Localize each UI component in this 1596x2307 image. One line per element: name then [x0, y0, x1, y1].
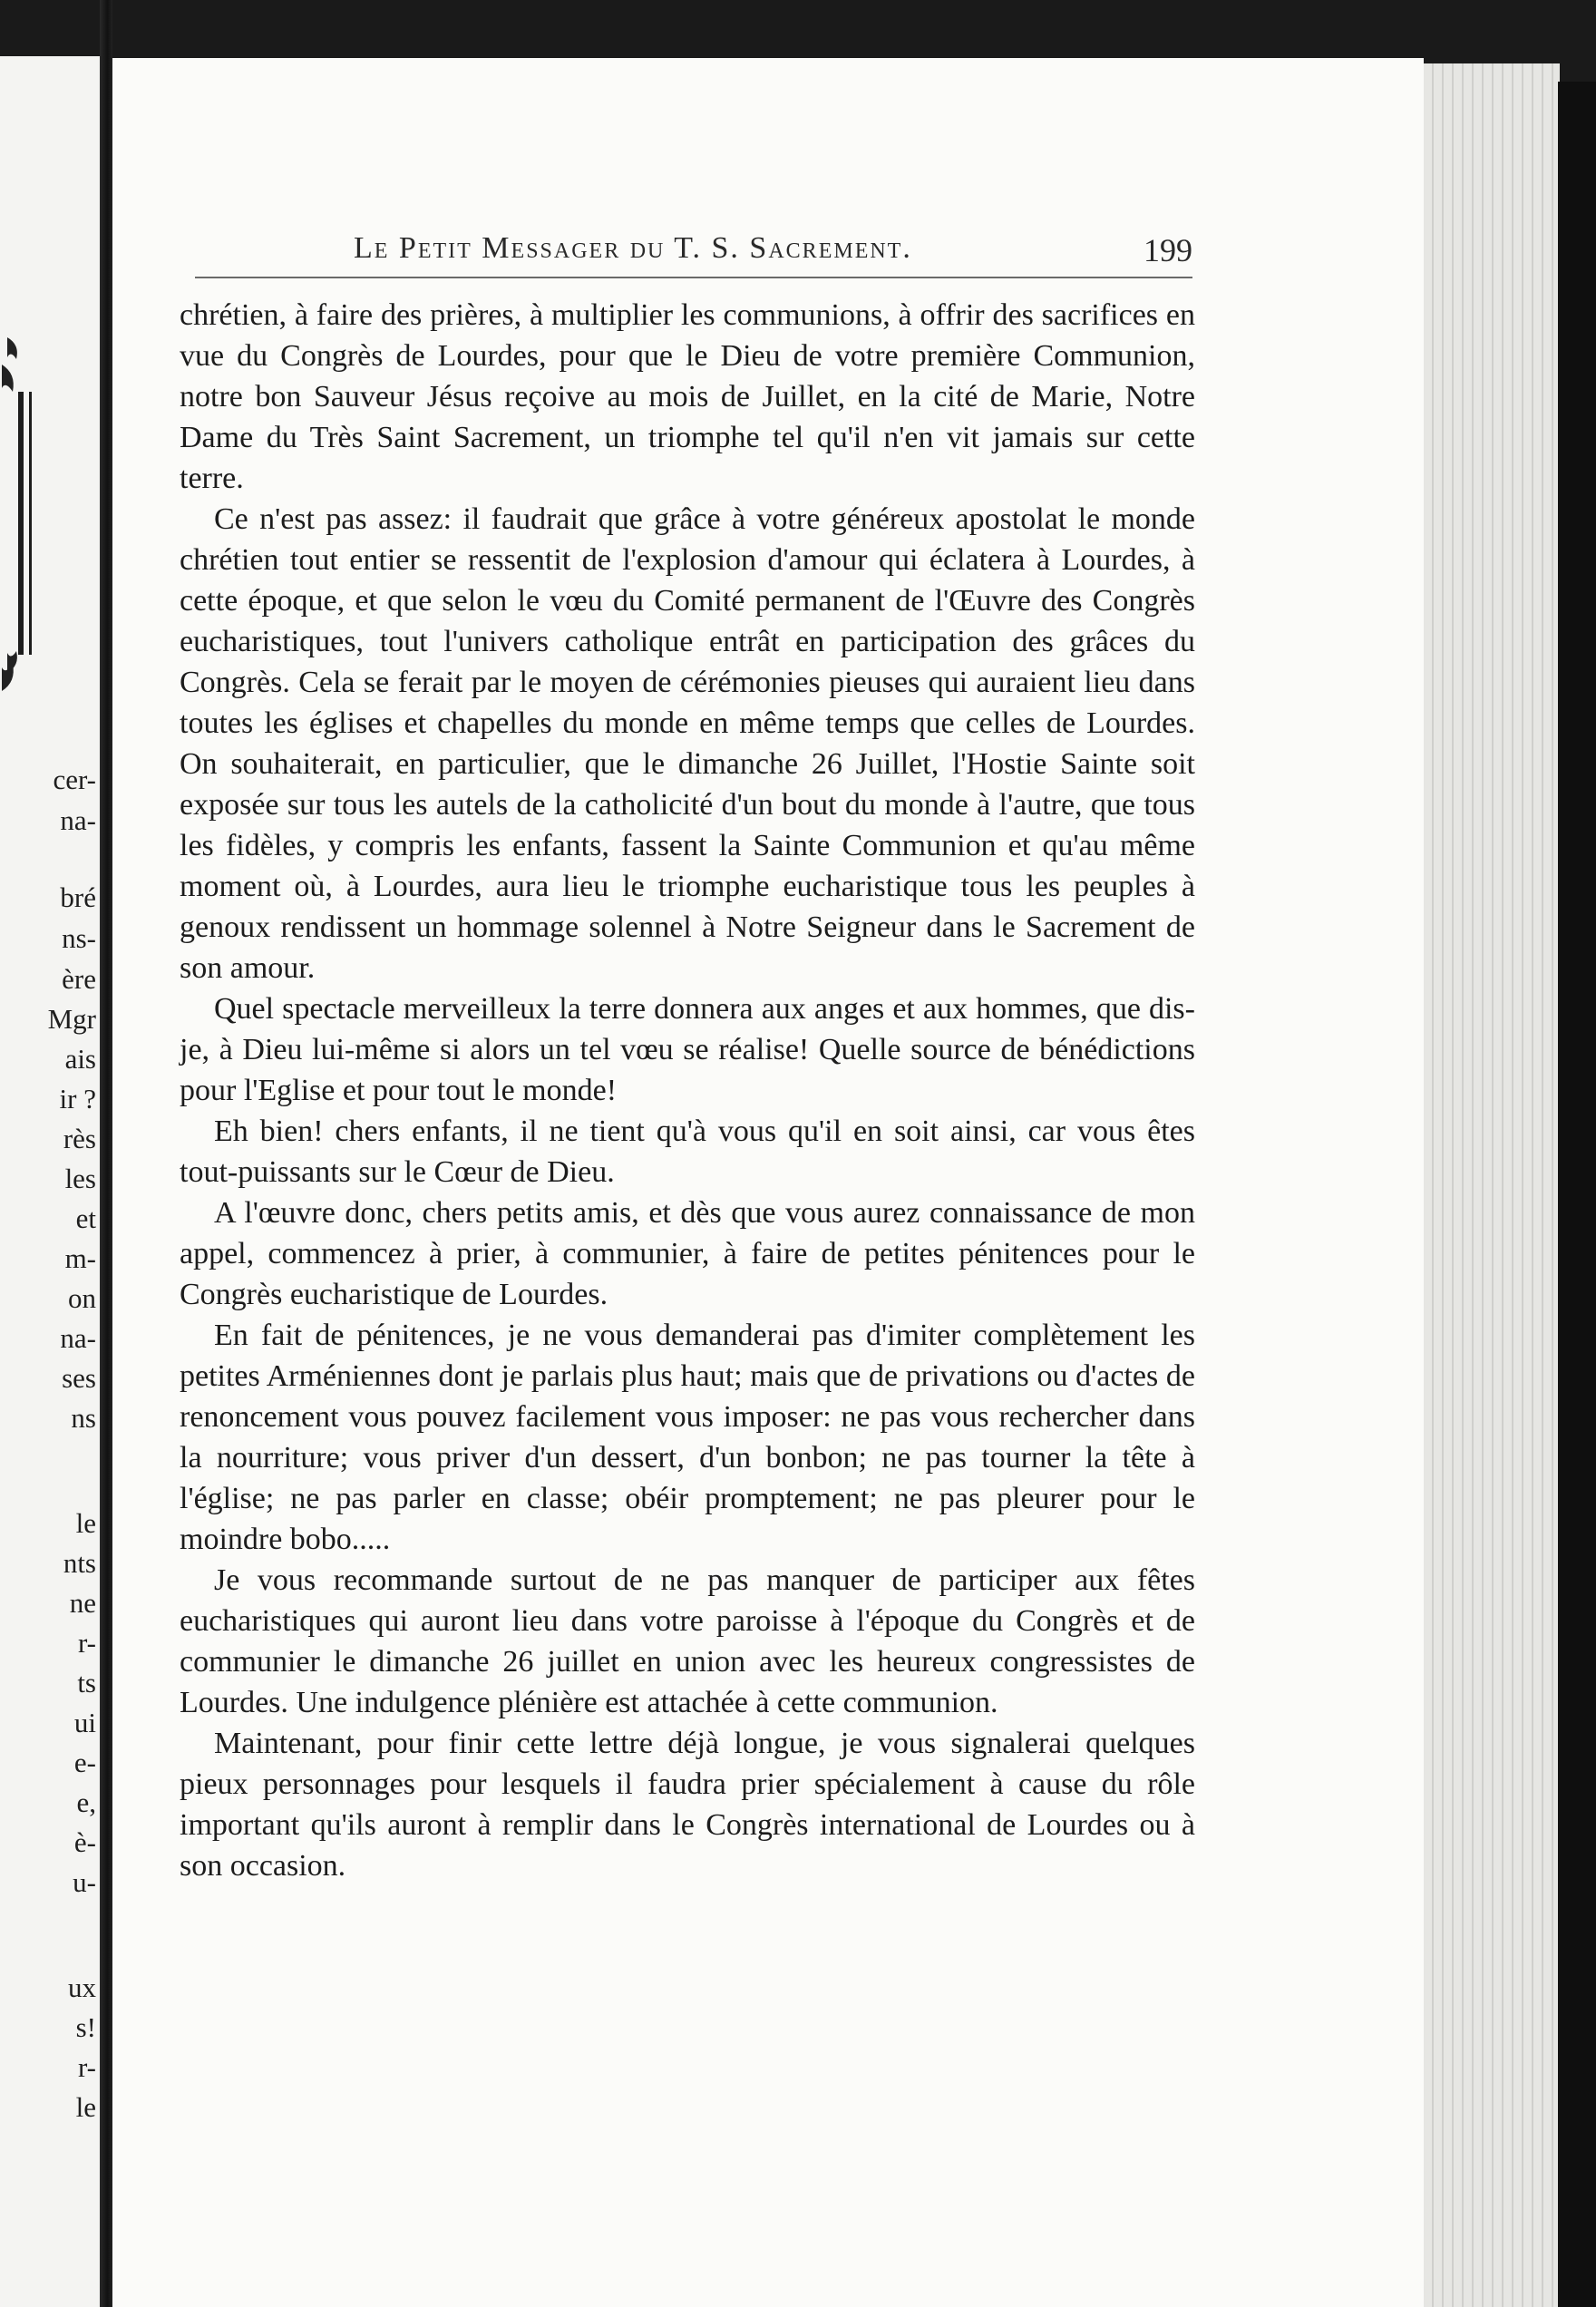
facing-page-fragment: ais — [64, 1043, 96, 1075]
page-edges — [1424, 63, 1560, 2307]
paragraph: Maintenant, pour finir cette lettre déjà longue, je vous signalerai quelques pieux personnages pour lesquels il faudra prier spécialement à cause du rôle important qu'ils auront à remplir dans le Congrès international de Lourdes ou à son occasion. — [180, 1727, 1195, 1883]
facing-page-fragment: u- — [73, 1866, 96, 1898]
paragraph: Eh bien! chers enfants, il ne tient qu'à vous qu'il en soit ainsi, car vous êtes tout-puissants sur le Cœur de Dieu. — [180, 1115, 1195, 1189]
paragraph: chrétien, à faire des prières, à multiplier les communions, à offrir des sacrifices en vue du Congrès de Lourdes, pour que le Dieu de votre première Communion, notre bon Sauveur Jésus reçoive au mois de Juillet, en la cité de Marie, Notre Dame du Très Saint Sacrement, un triomphe tel qu'il n'en vit jamais sur cette terre. — [180, 298, 1195, 495]
facing-page-fragment: ns- — [62, 922, 96, 954]
facing-page-fragment: on — [68, 1282, 96, 1314]
running-head — [195, 231, 1192, 282]
facing-page-fragment: ir ? — [59, 1083, 96, 1115]
facing-page-left — [0, 56, 107, 2307]
facing-page-fragment: cer- — [53, 764, 96, 795]
book-gutter — [100, 0, 112, 2307]
journal-title: Le Petit Messager du T. S. Sacrement. — [354, 231, 912, 265]
paragraph: Je vous recommande surtout de ne pas manquer de participer aux fêtes eucharistiques qui auront lieu dans votre paroisse à l'époque du Congrès et de communier le dimanche 26 juillet en union avec les heureux congressistes de Lourdes. Une indulgence plénière est attachée à cette communion. — [180, 1563, 1195, 1719]
facing-page-fragment: s! — [75, 2011, 96, 2043]
facing-page-fragment: rès — [63, 1123, 96, 1154]
facing-page-fragment: e, — [76, 1786, 96, 1818]
page-edges-shadow — [1558, 82, 1596, 2307]
facing-page-fragment: è- — [73, 1826, 96, 1858]
facing-page-fragment: bré — [60, 881, 96, 913]
facing-page-fragment: r- — [77, 2051, 96, 2083]
paragraph: En fait de pénitences, je ne vous demanderai pas d'imiter complètement les petites Arméniennes dont je parlais plus haut; mais que de privations ou d'actes de renoncement vous pouvez facilement vous imposer: ne pas vous rechercher dans la nourriture; vous priver d'un dessert, d'un bonbon; ne pas tourner la tête à l'église; ne pas parler en classe; obéir promptement; ne pas pleurer pour le moindre bobo..... — [180, 1319, 1195, 1556]
facing-page-fragment: e- — [73, 1747, 96, 1778]
facing-page-fragment: le — [75, 2091, 96, 2123]
facing-page-fragment: ui — [73, 1707, 96, 1738]
facing-page-fragment: Mgr — [47, 1003, 96, 1035]
facing-page-fragment: na- — [60, 1322, 96, 1354]
facing-page-fragment: ts — [77, 1667, 96, 1699]
header-rule — [195, 277, 1192, 278]
paragraph: Quel spectacle merveilleux la terre donnera aux anges et aux hommes, que dis-je, à Dieu lui-même si alors un tel vœu se réalise! Quelle source de bénédictions pour l'Eglise et pour tout le monde! — [180, 992, 1195, 1107]
facing-page-fragment: nts — [63, 1547, 96, 1579]
facing-page-fragment: les — [64, 1163, 96, 1194]
facing-page-fragment: na- — [60, 804, 96, 836]
facing-page-fragment: le — [75, 1507, 96, 1539]
facing-page-fragment: ère — [62, 963, 96, 995]
paragraph: Ce n'est pas assez: il faudrait que grâce à votre généreux apostolat le monde chrétien tout entier se ressentit de l'explosion d'amour qui éclatera à Lourdes, à cette époque, et que selon le vœu du Comité permanent de l'Œuvre des Congrès eucharistiques, tout l'univers catholique entrât en participation des grâces du Congrès. Cela se ferait par le moyen de cérémonies pieuses qui auraient lieu dans toutes les églises et chapelles du monde en même temps que celles de Lourdes. On souhaiterait, en particulier, que le dimanche 26 Juillet, l'Hostie Sainte soit exposée sur tous les autels de la catholicité d'un bout du monde à l'autre, que tous les fidèles, y compris les enfants, fassent la Sainte Communion et qu'au même moment où, à Lourdes, aura lieu le triomphe eucharistique tous les peuples à genoux rendissent un hommage solennel à Notre Seigneur dans le Sacrement de son amour. — [180, 502, 1195, 985]
paragraph: A l'œuvre donc, chers petits amis, et dès que vous aurez connaissance de mon appel, commencez à prier, à communier, à faire de petites pénitences pour le Congrès eucharistique de Lourdes. — [180, 1196, 1195, 1311]
page-number: 199 — [1143, 232, 1192, 268]
facing-page-fragment: ses — [62, 1362, 96, 1394]
facing-page-fragment: et — [75, 1202, 96, 1234]
body-text — [180, 295, 1195, 1886]
facing-page-fragment: ne — [69, 1587, 96, 1619]
facing-page-fragment: m- — [64, 1242, 96, 1274]
facing-page-fragment: ns — [71, 1402, 96, 1434]
facing-page-fragment: ux — [68, 1971, 96, 2003]
facing-page-fragment: r- — [77, 1627, 96, 1659]
ornamental-border — [0, 328, 45, 709]
